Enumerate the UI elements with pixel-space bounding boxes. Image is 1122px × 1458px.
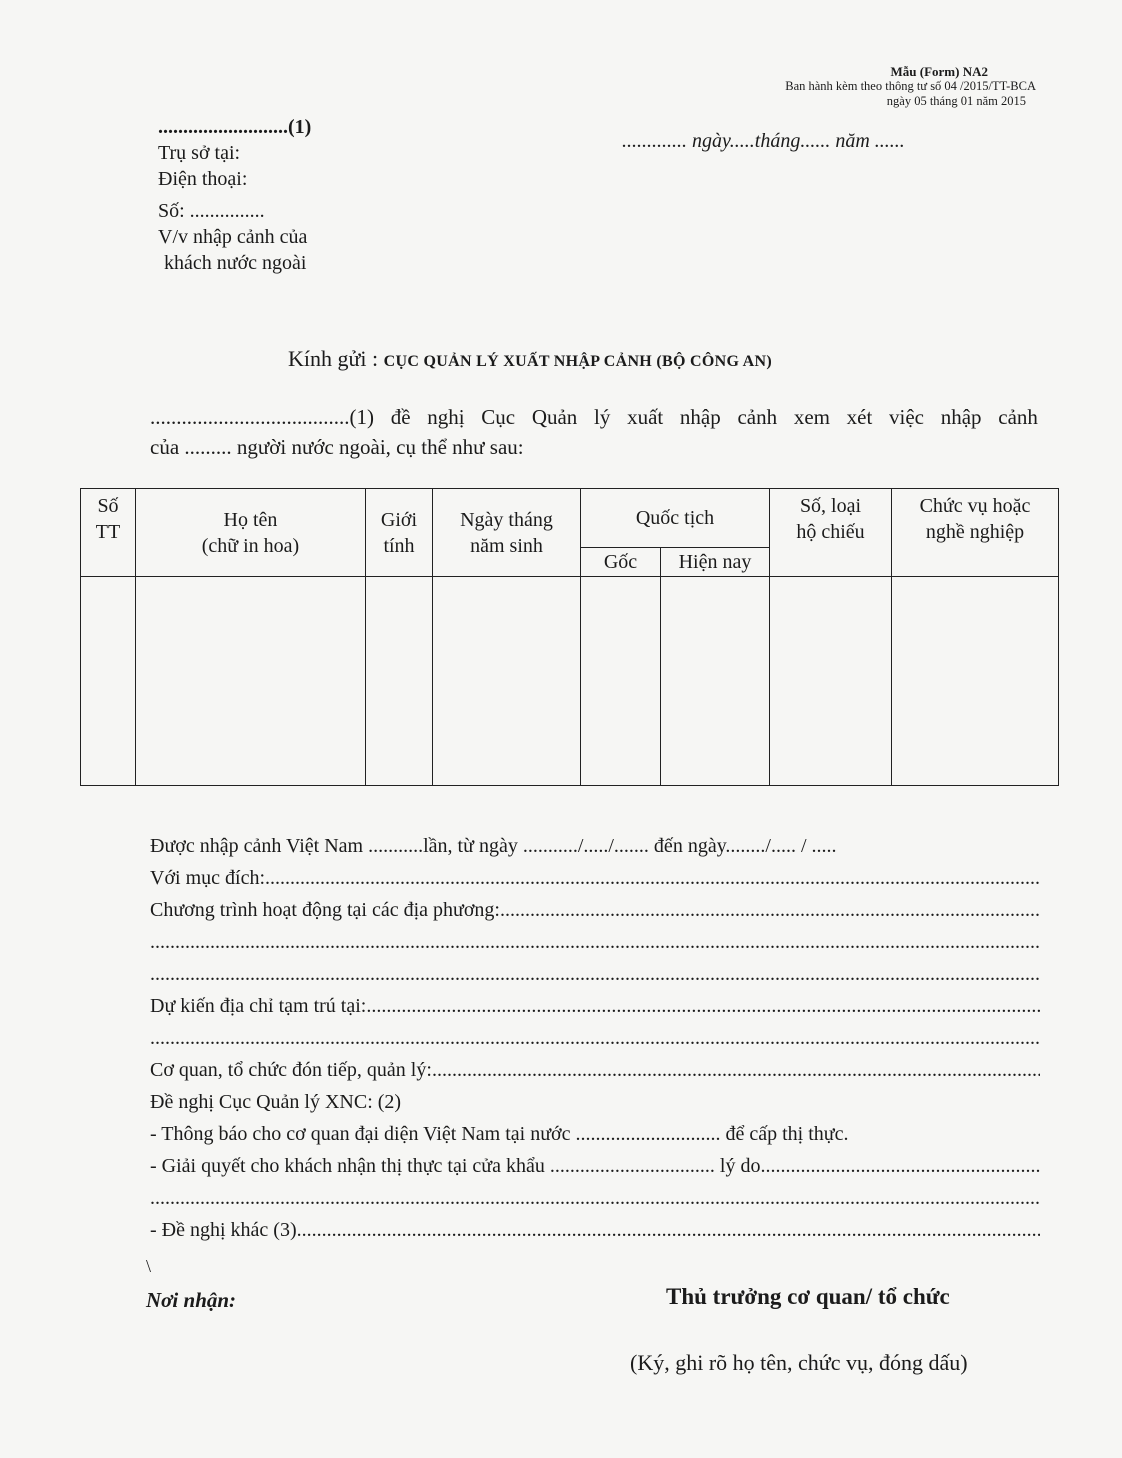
- dotted-fill: [150, 926, 1040, 958]
- col-sex-label-2: tính: [383, 534, 415, 557]
- intro-word: lý: [594, 405, 611, 429]
- col-job-label-1: Chức vụ hoặc: [919, 495, 1031, 517]
- cell-nat-current[interactable]: [661, 577, 770, 786]
- cell-nat-origin[interactable]: [581, 577, 661, 786]
- col-sex-header: [366, 489, 433, 577]
- table-row: [81, 577, 1059, 786]
- cell-job[interactable]: [892, 577, 1059, 786]
- stray-mark: \: [146, 1256, 152, 1276]
- details-block: [150, 830, 1040, 1246]
- dotted-fill: [150, 958, 1040, 990]
- cell-sex[interactable]: [366, 577, 433, 786]
- purpose-label: Với mục đích:: [150, 867, 265, 889]
- col-job-header: [892, 489, 1059, 577]
- border-visa-label: - Giải quyết cho khách nhận thị thực tại cửa khẩu ................................. lý do: [150, 1155, 761, 1177]
- col-passport-header: [770, 489, 892, 577]
- col-nationality-header: Quốc tịch: [581, 489, 770, 548]
- dotted-fill: [432, 1054, 1040, 1086]
- intro-paragraph: [150, 402, 1038, 462]
- program-field[interactable]: [150, 894, 1040, 926]
- col-name-header: [136, 489, 366, 577]
- dotted-fill: [500, 894, 1040, 926]
- dotted-fill: [760, 1150, 1040, 1182]
- program-label: Chương trình hoạt động tại các địa phương:: [150, 899, 500, 921]
- col-stt-label-2: TT: [95, 521, 121, 543]
- recipient: [288, 346, 772, 372]
- dotted-fill: [366, 990, 1040, 1022]
- intro-word: nhập: [940, 405, 982, 429]
- recipient-name: CỤC QUẢN LÝ XUẤT NHẬP CẢNH (BỘ CÔNG AN): [383, 353, 772, 370]
- intro-word: ......................................(1): [150, 405, 374, 429]
- request-heading: [150, 1086, 1040, 1118]
- entry-label: Được nhập cảnh Việt Nam ...........lần, từ ngày .........../...../....... đến ngày......../..... / .....: [150, 835, 837, 857]
- col-nationality-origin: Gốc: [581, 548, 661, 577]
- col-nationality-current: Hiện nay: [661, 548, 770, 577]
- col-job-label-2: nghề nghiệp: [925, 521, 1025, 543]
- request-label: Đề nghị Cục Quản lý XNC: (2): [150, 1091, 402, 1113]
- sender-block: [158, 114, 311, 276]
- entry-field[interactable]: [150, 830, 1040, 862]
- border-visa-option[interactable]: [150, 1150, 1040, 1182]
- notify-label: - Thông báo cho cơ quan đại diện Việt Nam tại nước ............................. để cấp thị thực.: [150, 1123, 849, 1145]
- form-title: Mẫu (Form) NA2: [890, 64, 988, 79]
- signer-note: (Ký, ghi rõ họ tên, chức vụ, đóng dấu): [630, 1350, 968, 1375]
- dotted-fill: [150, 1182, 1040, 1214]
- col-stt-header: [81, 489, 136, 577]
- cell-passport[interactable]: [770, 577, 892, 786]
- col-name-label-1: Họ tên: [223, 508, 278, 531]
- address-field[interactable]: [150, 990, 1040, 1022]
- sender-org: ..........................(1): [158, 116, 312, 138]
- intro-word: cảnh: [998, 405, 1038, 429]
- col-dob-label-2: năm sinh: [470, 534, 543, 557]
- host-field[interactable]: [150, 1054, 1040, 1086]
- recipients-label: Nơi nhận:: [146, 1288, 237, 1312]
- col-passport-label-2: hộ chiếu: [796, 521, 865, 543]
- intro-word: việc: [889, 405, 925, 429]
- col-passport-label-1: Số, loại: [799, 495, 862, 517]
- program-field-line-2[interactable]: [150, 926, 1040, 958]
- form-header: [785, 64, 1036, 109]
- foreigners-table: [80, 488, 1059, 786]
- cell-name[interactable]: [136, 577, 366, 786]
- purpose-field[interactable]: [150, 862, 1040, 894]
- other-request-label: - Đề nghị khác (3): [150, 1219, 297, 1241]
- program-field-line-3[interactable]: [150, 958, 1040, 990]
- dotted-fill: [150, 1022, 1040, 1054]
- issued-date-line: ngày 05 tháng 01 năm 2015: [886, 94, 1026, 108]
- address-field-line-2[interactable]: [150, 1022, 1040, 1054]
- other-request-field[interactable]: [150, 1214, 1040, 1246]
- notify-option[interactable]: [150, 1118, 1040, 1150]
- recipient-prefix: Kính gửi :: [288, 346, 384, 371]
- host-label: Cơ quan, tổ chức đón tiếp, quản lý:: [150, 1059, 432, 1081]
- intro-word: xét: [846, 405, 873, 429]
- subject-line-1: V/v nhập cảnh của: [158, 226, 308, 248]
- col-dob-header: [433, 489, 581, 577]
- intro-word: cảnh: [737, 405, 778, 429]
- signer-title: Thủ trưởng cơ quan/ tổ chức: [666, 1284, 950, 1309]
- intro-word: Cục: [481, 405, 516, 429]
- sender-address: Trụ sở tại:: [158, 142, 241, 164]
- col-stt-label-1: Số: [97, 495, 119, 517]
- intro-line-2: của ......... người nước ngoài, cụ thể như sau:: [150, 435, 524, 459]
- col-sex-label-1: Giới: [380, 508, 418, 531]
- col-dob-label-1: Ngày tháng: [460, 508, 553, 531]
- place-date: ............. ngày.....tháng...... năm ......: [622, 130, 905, 152]
- cell-dob[interactable]: [433, 577, 581, 786]
- intro-word: xuất: [627, 405, 664, 429]
- cell-stt[interactable]: [81, 577, 136, 786]
- subject-line-2: khách nước ngoài: [164, 252, 307, 274]
- col-name-label-2: (chữ in hoa): [201, 534, 300, 557]
- dotted-fill: [297, 1214, 1040, 1246]
- address-label: Dự kiến địa chỉ tạm trú tại:: [150, 995, 367, 1017]
- issued-line: Ban hành kèm theo thông tư số 04 /2015/TT-BCA: [785, 79, 1036, 93]
- intro-word: nhập: [679, 405, 721, 429]
- intro-line-1: [150, 402, 1038, 432]
- border-visa-reason-line-2[interactable]: [150, 1182, 1040, 1214]
- intro-word: xem: [793, 405, 830, 429]
- intro-word: đề: [390, 405, 411, 429]
- doc-number: Số: ...............: [158, 200, 265, 222]
- intro-word: nghị: [427, 405, 465, 429]
- sender-phone: Điện thoại:: [158, 168, 248, 190]
- dotted-fill: [265, 862, 1040, 894]
- intro-word: Quản: [531, 405, 578, 429]
